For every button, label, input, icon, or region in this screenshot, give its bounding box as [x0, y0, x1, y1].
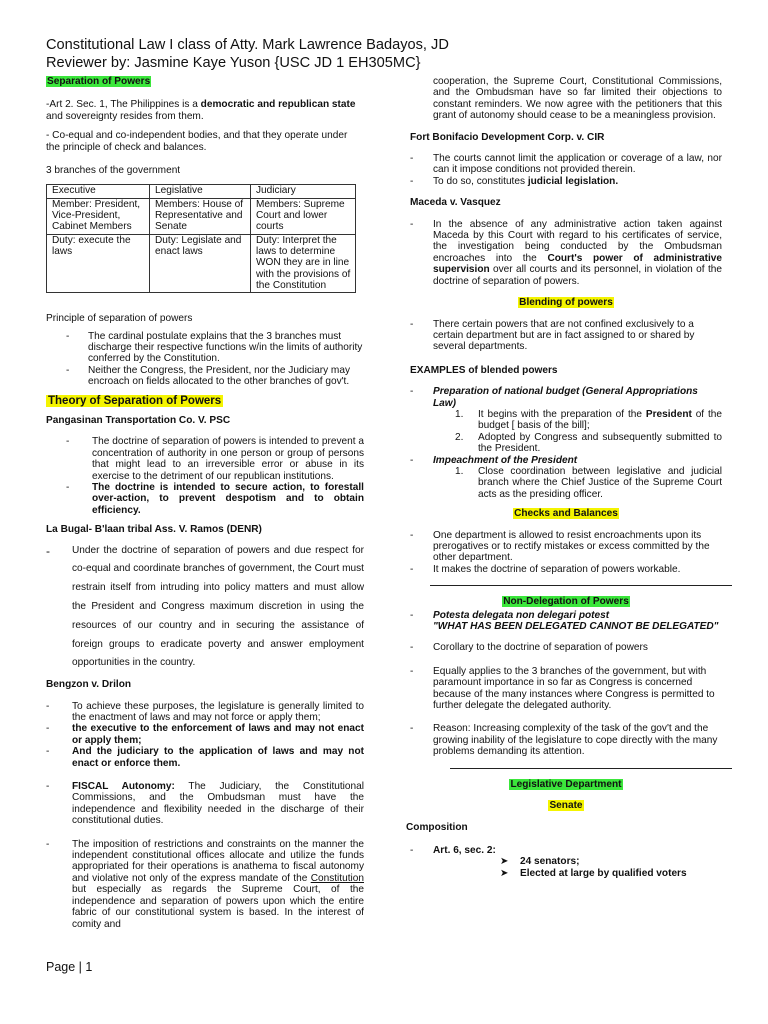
list-item: - Impeachment of the President: [410, 454, 578, 466]
left-column: [46, 76, 364, 930]
constitution-link[interactable]: Constitution: [310, 872, 364, 884]
list-item: - Under the doctrine of separation of powers and due respect for co-equal and coordinate branches of government, the Court must restrain itself from intruding into policy matters and must allow the President and Congress maximum discretion in using the resources of our country and in securing the assistance of foreign groups to eradicate poverty and answer employment opportunities in the country.: [46, 543, 364, 669]
list-item: - The doctrine is intended to secure action, to forestall over-action, to prevent despotism and to obtain efficiency.: [66, 481, 364, 516]
table-row: [47, 198, 356, 234]
list-item: - Preparation of national budget (General Appropriations Law): [410, 386, 698, 409]
table-cell: Executive: [47, 185, 150, 198]
list-item: - Reason: Increasing complexity of the task of the gov't and the growing inability of the legislature to cope directly with the many problems demanding its attention.: [410, 723, 718, 758]
list-item: - The cardinal postulate explains that the 3 branches must discharge their respective functions w/in the limits of authority conferred by the Constitution.: [66, 330, 363, 365]
heading-blending-of-powers: Blending of powers: [519, 297, 613, 309]
table-cell: Legislative: [150, 185, 251, 198]
list-item: - the executive to the enforcement of laws and may not enact or apply them;: [46, 723, 364, 746]
list-item: - Potesta delegata non delegari potest: [410, 609, 610, 621]
list-item: - Art. 6, sec. 2:: [410, 844, 496, 856]
heading-theory-of-separation: Theory of Separation of Powers: [48, 394, 222, 407]
list-item: - One department is allowed to resist encroachments upon its prerogatives or to rectify mistakes or excess committed by the other department.: [410, 529, 710, 564]
heading-separation-of-powers: Separation of Powers: [47, 76, 151, 87]
composition-label: Composition: [406, 821, 468, 833]
list-item: 1. Close coordination between legislative and judicial branch where the Chief Justice of the Supreme Court acts as the presiding officer.: [455, 465, 722, 500]
divider: [450, 768, 732, 769]
list-item: - The courts cannot limit the application or coverage of a law, nor can it impose conditions not provided therein.: [410, 153, 722, 176]
heading-non-delegation: Non-Delegation of Powers: [503, 596, 629, 608]
list-item: - The doctrine of separation of powers is intended to prevent a concentration of authority in one person or group of persons that might lead to an irreversible error or abuse in its exercise to the detriment of our republican institutions.: [66, 436, 364, 482]
list-item: - And the judiciary to the application of laws and may not enact or enforce them.: [46, 746, 364, 769]
doc-subtitle: Reviewer by: Jasmine Kaye Yuson {USC JD 1 EH305MC}: [46, 55, 421, 71]
continued-paragraph: cooperation, the Supreme Court, Constitutional Commissions, and the Ombudsman have so far limited their objections to constant reminders. We now agree with the petitioners that this grant of autonomy should cease to be a meaningless provision.: [433, 76, 722, 122]
doc-title: Constitutional Law I class of Atty. Mark Lawrence Badayos, JD: [46, 37, 449, 53]
principle-label: Principle of separation of powers: [46, 313, 193, 325]
list-item: 1. It begins with the preparation of the President of the budget [ basis of the bill];: [455, 408, 723, 432]
list-item: - To do so, constitutes judicial legislation.: [410, 175, 619, 187]
page-number: Page | 1: [46, 960, 93, 974]
arrow-bullet-icon: ➤: [500, 867, 509, 879]
list-item: - It makes the doctrine of separation of powers workable.: [410, 563, 681, 575]
table-cell: Members: House of Representative and Senate: [150, 198, 251, 234]
coequal-paragraph: - Co-equal and co-independent bodies, and that they operate under the principle of check and balances.: [46, 130, 348, 153]
heading-senate: Senate: [549, 800, 583, 812]
nondeleg-quote: "WHAT HAS BEEN DELEGATED CANNOT BE DELEGATED": [433, 621, 719, 633]
list-item: - FISCAL Autonomy: The Judiciary, the Constitutional Commissions, and the Ombudsman must have the independence and flexibility needed in the discharge of their constitutional duties.: [46, 781, 364, 827]
list-item: - There certain powers that are not confined exclusively to a certain department but are in fact assigned to or shared by several departments.: [410, 318, 695, 353]
table-cell: Judiciary: [251, 185, 356, 198]
divider: [430, 585, 732, 586]
arrow-bullet-icon: ➤: [500, 856, 509, 868]
table-cell: Member: President, Vice-President, Cabinet Members: [47, 198, 150, 234]
heading-legislative-department: Legislative Department: [510, 778, 622, 790]
list-item: - To achieve these purposes, the legislature is generally limited to the enactment of laws and may not force or apply them;: [46, 700, 364, 723]
art-2-paragraph: -Art 2. Sec. 1, The Philippines is a democratic and republican state and sovereignty resides from them.: [46, 99, 356, 122]
branches-table: [46, 184, 356, 293]
list-item: - In the absence of any administrative action taken against Maceda by this Court with regard to his certificates of service, the investigation being conducted by the Ombudsman encroaches into the Court's power of administrative supervision over all courts and its personnel, in violation of the doctrine of separation of powers.: [410, 218, 722, 287]
case-title: La Bugal- B'laan tribal Ass. V. Ramos (DENR): [46, 524, 262, 536]
case-title: Maceda v. Vasquez: [410, 197, 501, 209]
examples-label: EXAMPLES of blended powers: [410, 364, 558, 376]
case-title: Fort Bonifacio Development Corp. v. CIR: [410, 131, 605, 143]
case-title: Bengzon v. Drilon: [46, 679, 132, 691]
case-title: Pangasinan Transportation Co. V. PSC: [46, 414, 231, 426]
list-item: - The imposition of restrictions and constraints on the manner the independent constitutional offices allocate and utilize the funds appropriated for their operations is anathema to fiscal autonomy and violative not only of the express mandate of the Constitution but especially as regards the Supreme Court, of the independence and separation of powers upon which the entire fabric of our constitutional system is based. In the interest of comity and: [46, 838, 364, 930]
list-item: ➤ 24 senators;: [500, 856, 580, 868]
list-item: - Neither the Congress, the President, nor the Judiciary may encroach on fields allocated to the other branches of gov't.: [66, 364, 351, 388]
list-item: ➤ Elected at large by qualified voters: [500, 867, 687, 879]
table-cell: Members: Supreme Court and lower courts: [251, 198, 356, 234]
list-item: - Corollary to the doctrine of separation of powers: [410, 642, 648, 654]
heading-checks-and-balances: Checks and Balances: [514, 508, 618, 520]
table-row: [47, 185, 356, 198]
table-row: [47, 234, 356, 292]
table-cell: Duty: execute the laws: [47, 234, 150, 292]
list-item: 2. Adopted by Congress and subsequently submitted to the President.: [455, 431, 722, 455]
table-cell: Duty: Interpret the laws to determine WON they are in line with the provisions of the Constitution: [251, 234, 356, 292]
right-column: [406, 76, 723, 879]
list-item: - Equally applies to the 3 branches of the government, but with paramount importance in so far as Congress is concerned because of the many instances where Congress is permitted to further delegate the delegated authority.: [410, 665, 715, 712]
table-cell: Duty: Legislate and enact laws: [150, 234, 251, 292]
branches-label: 3 branches of the government: [46, 165, 181, 177]
